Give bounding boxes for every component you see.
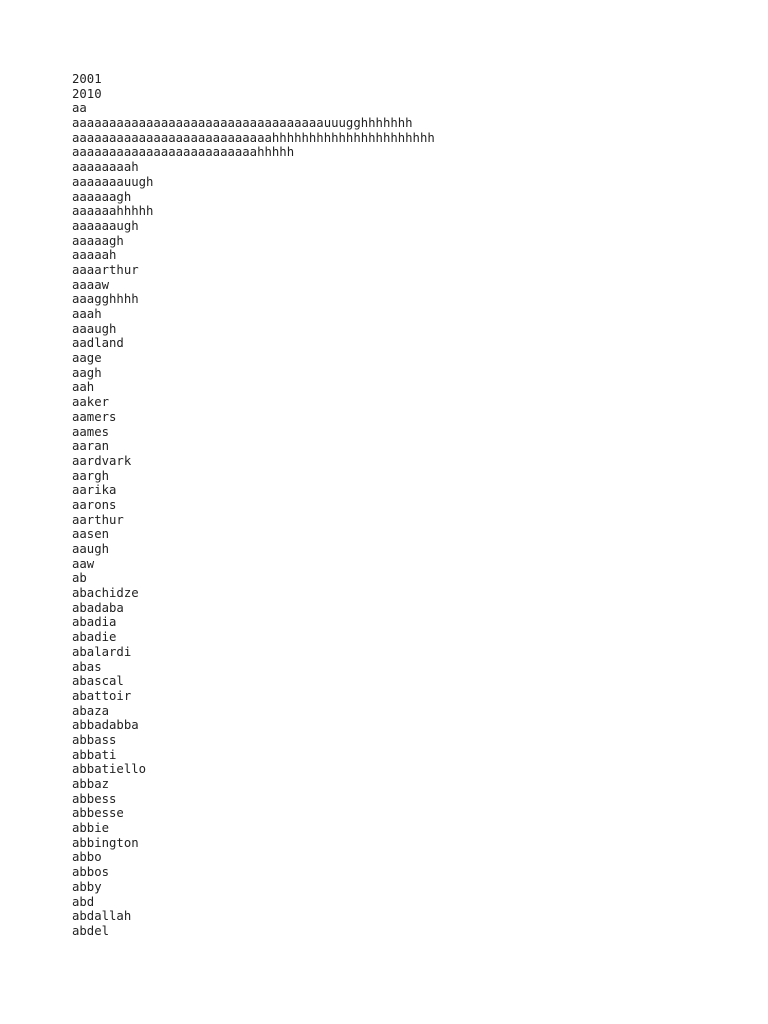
list-item: aaw	[72, 556, 95, 571]
list-item: 2001	[72, 72, 102, 86]
list-item: aaaaw	[72, 277, 110, 292]
list-item: abbati	[72, 747, 117, 762]
list-item: aaaaaaaaaaaaaaaaaaaaaaaaahhhhh	[72, 145, 295, 160]
list-item: aah	[72, 380, 95, 395]
list-item: abdel	[72, 923, 110, 938]
word-list	[72, 72, 435, 939]
list-item: abbie	[72, 821, 110, 836]
list-item: aardvark	[72, 453, 132, 468]
list-item: abalardi	[72, 644, 132, 659]
list-item: aaaaah	[72, 248, 117, 263]
list-item: aasen	[72, 527, 110, 542]
list-item: abbesse	[72, 806, 124, 821]
list-item: abaza	[72, 703, 110, 718]
list-item: abas	[72, 659, 102, 674]
list-item: aaaaaaugh	[72, 218, 139, 233]
list-item: aaah	[72, 307, 102, 321]
list-item: aarons	[72, 497, 117, 512]
list-item: abattoir	[72, 688, 132, 703]
list-item: abachidze	[72, 586, 139, 601]
list-item: abadia	[72, 615, 117, 630]
list-item: ab	[72, 571, 87, 586]
list-item: abbaz	[72, 777, 110, 791]
list-item: abd	[72, 894, 95, 909]
list-item: abdallah	[72, 909, 132, 924]
list-item: abadaba	[72, 600, 124, 615]
list-item: aaaaaahhhhh	[72, 204, 154, 219]
list-item: aaaaaagh	[72, 189, 132, 204]
list-item: aargh	[72, 468, 110, 483]
list-item: aaugh	[72, 542, 110, 556]
list-item: abby	[72, 879, 102, 894]
list-item: aamers	[72, 409, 117, 424]
list-item: aaagghhhh	[72, 292, 139, 307]
list-item: aage	[72, 351, 102, 366]
list-item: aames	[72, 424, 110, 439]
list-item: aarika	[72, 483, 117, 498]
list-item: aaker	[72, 395, 110, 410]
list-item: 2010	[72, 86, 102, 101]
list-item: aaran	[72, 439, 110, 454]
list-item: abbington	[72, 835, 139, 850]
list-item: aadland	[72, 336, 124, 351]
list-item: aaaaagh	[72, 233, 124, 248]
list-item: abbo	[72, 850, 102, 865]
list-item: abascal	[72, 674, 124, 689]
list-item: aagh	[72, 365, 102, 380]
list-item: abbadabba	[72, 718, 139, 733]
list-item: aaaaaaaaaaaaaaaaaaaaaaaaaaaaaaaaaauuugghhhhhhh	[72, 116, 413, 131]
list-item: abbass	[72, 732, 117, 747]
list-item: aaaugh	[72, 321, 117, 336]
list-item: aarthur	[72, 512, 124, 527]
list-item: aaaaaaaah	[72, 160, 139, 175]
list-item: abbess	[72, 791, 117, 806]
list-item: aaaaaaauugh	[72, 174, 154, 189]
list-item: abbos	[72, 865, 110, 880]
list-item: abadie	[72, 630, 117, 645]
list-item: abbatiello	[72, 762, 147, 777]
list-item: aaaarthur	[72, 262, 139, 277]
list-item: aa	[72, 101, 87, 116]
list-item: aaaaaaaaaaaaaaaaaaaaaaaaaaahhhhhhhhhhhhhhhhhhhhhh	[72, 130, 435, 145]
